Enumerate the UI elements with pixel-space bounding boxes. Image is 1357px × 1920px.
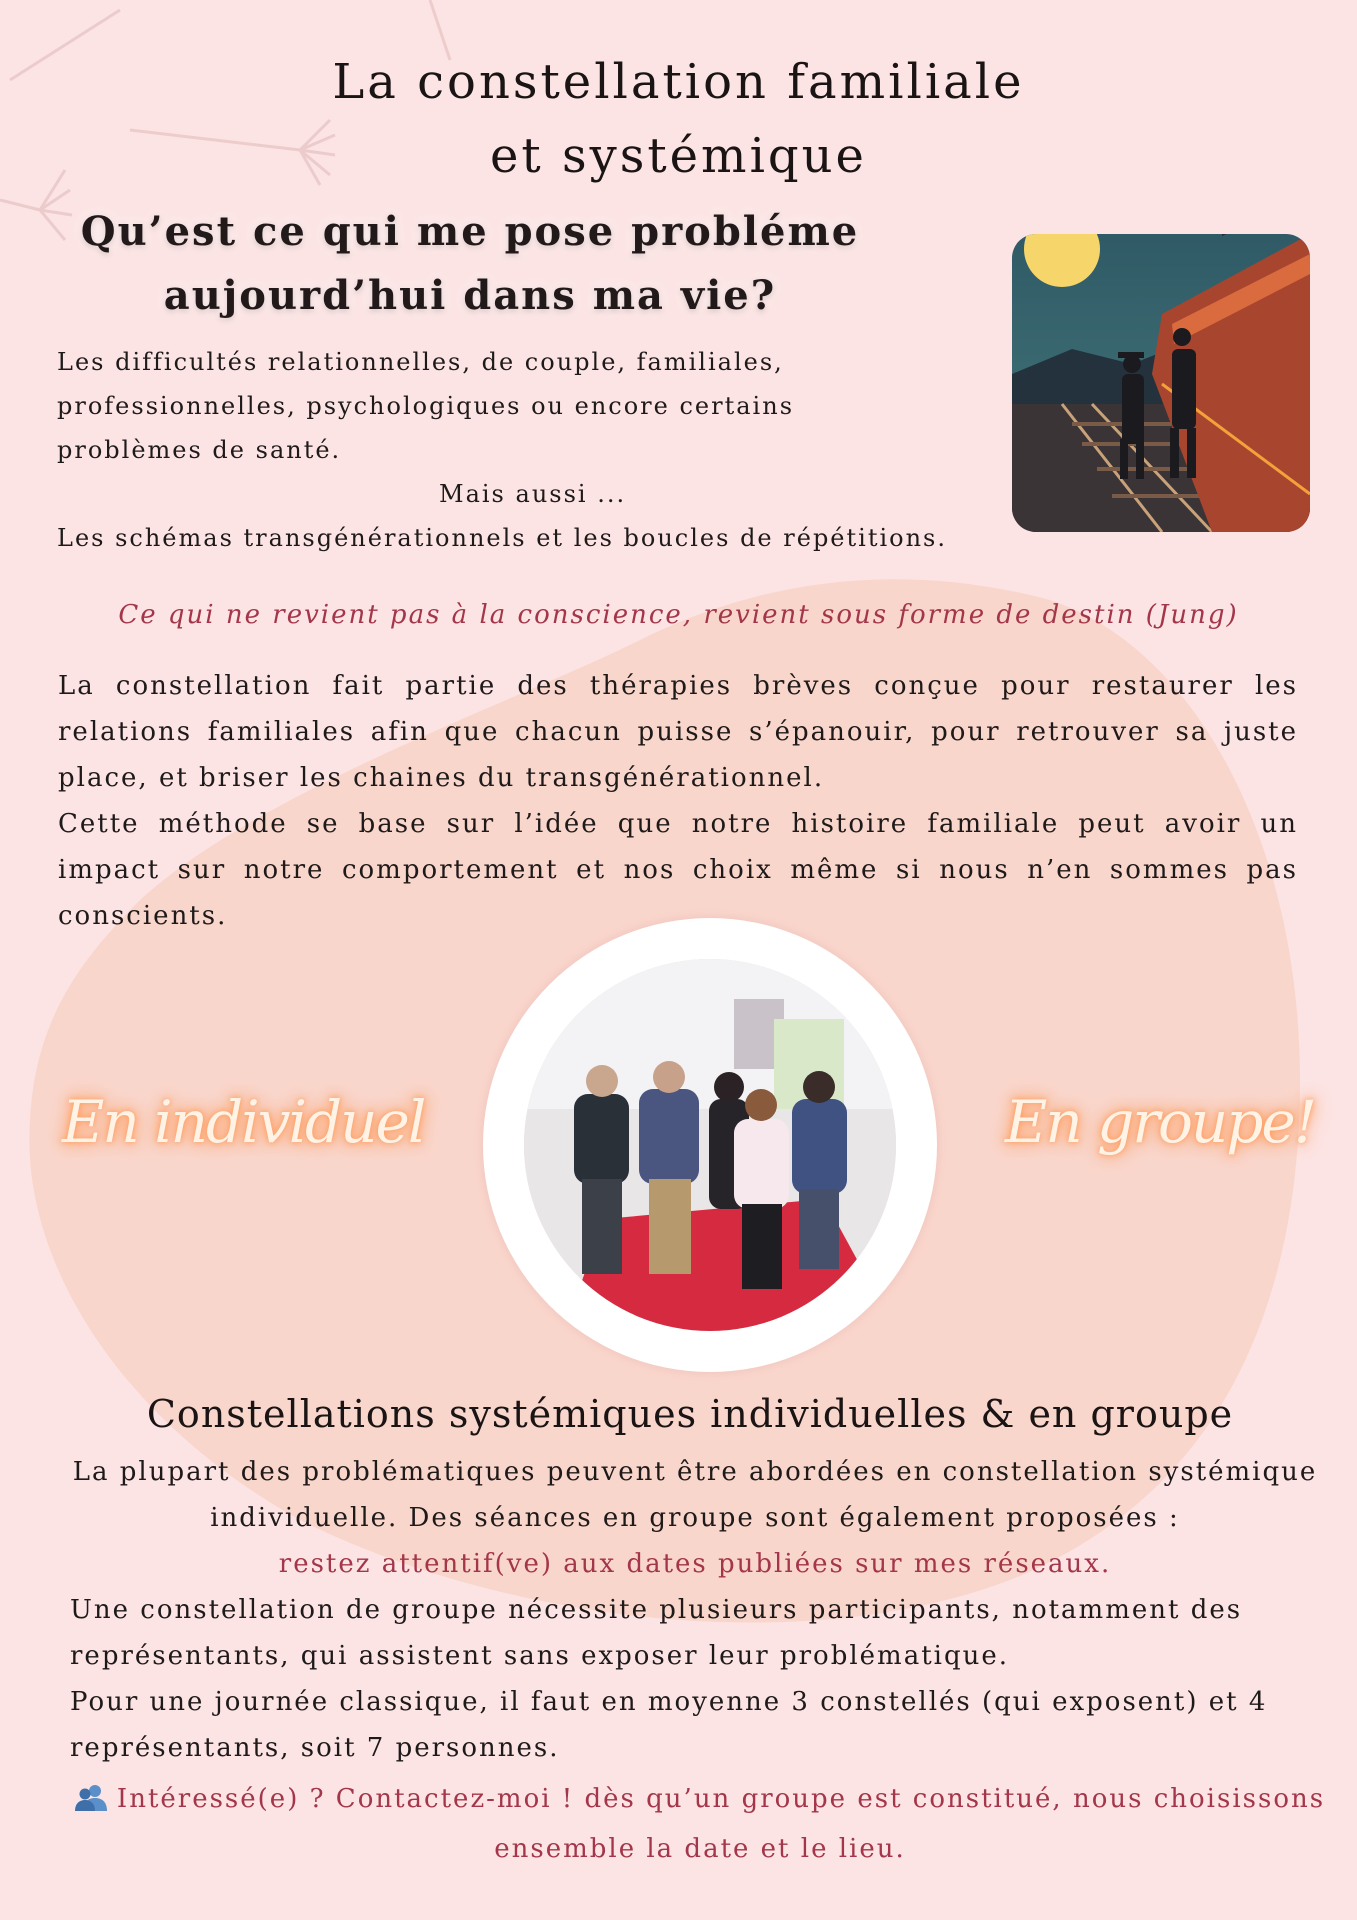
description-paragraph-1: La constellation fait partie des thérapies brèves conçue pour restaurer les relations familiales afin que chacun puisse s’épanouir, pour retrouver sa juste place, et briser les chaines du transgénérationnel. [58, 671, 1298, 793]
intro-line-1: Les difficultés relationnelles, de couple, familiales, [57, 348, 784, 376]
intro-line-2: professionnelles, psychologiques ou encore certains [57, 392, 795, 420]
page-title [0, 45, 1357, 193]
jung-quote: Ce qui ne revient pas à la conscience, revient sous forme de destin (Jung) [118, 600, 1239, 630]
mode-individual: En individuel [62, 1088, 425, 1156]
intro-question [40, 200, 900, 328]
intro-line-3: problèmes de santé. [57, 436, 342, 464]
question-line-2: aujourd’hui dans ma vie? [163, 272, 777, 319]
question-line-1: Qu’est ce qui me pose probléme [80, 208, 860, 255]
section-title: Constellations systémiques individuelles & en groupe [146, 1392, 1234, 1436]
section-body [70, 1449, 1320, 1771]
description-paragraph-2: Cette méthode se base sur l’idée que notre histoire familiale peut avoir un impact sur notre comportement et nos choix même si nous n’en sommes pas conscients. [58, 809, 1298, 931]
contact-text: Intéressé(e) ? Contactez-moi ! dès qu’un groupe est constitué, nous choisissons ensemble la date et le lieu. [116, 1784, 1326, 1864]
people-icon [75, 1780, 107, 1826]
train-illustration [1012, 234, 1310, 532]
section-accent: restez attentif(ve) aux dates publiées sur mes réseaux. [278, 1549, 1112, 1579]
intro-line-4: Mais aussi ... [439, 480, 627, 508]
intro-line-5: Les schémas transgénérationnels et les boucles de répétitions. [57, 524, 947, 552]
contact-line [70, 1776, 1330, 1872]
group-photo [524, 959, 896, 1331]
intro-text [57, 340, 1017, 560]
section-line-3: Pour une journée classique, il faut en moyenne 3 constellés (qui exposent) et 4 représentants, soit 7 personnes. [70, 1687, 1268, 1763]
section-line-1: La plupart des problématiques peuvent être abordées en constellation systémique individuelle. Des séances en groupe sont également proposées : [72, 1457, 1318, 1533]
title-line-2: et systémique [490, 128, 867, 184]
mode-group: En groupe! [1005, 1088, 1316, 1156]
section-line-2: Une constellation de groupe nécessite plusieurs participants, notamment des représentants, qui assistent sans exposer leur problématique. [70, 1595, 1243, 1671]
title-line-1: La constellation familiale [332, 54, 1025, 110]
description [58, 663, 1298, 939]
